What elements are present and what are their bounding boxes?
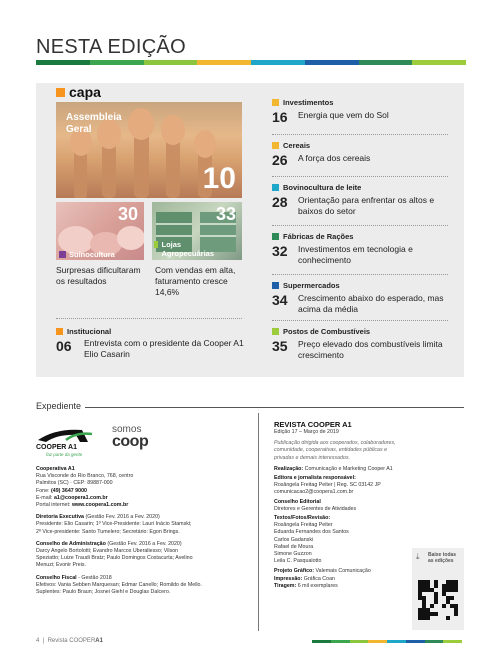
section-headline[interactable]: Crescimento abaixo do esperado, mas acima da média [298, 293, 444, 314]
stripe-segment [412, 60, 466, 65]
section-page-number: 16 [272, 109, 288, 125]
stripe-segment [443, 640, 462, 643]
stripe-segment [387, 640, 406, 643]
publication-line-3: privadas e demais interessados. [274, 454, 350, 461]
section-headline[interactable]: Orientação para enfrentar os altos e baixos do setor [298, 195, 435, 216]
qr-module [454, 588, 458, 592]
administracao-period: (Gestão Fev. 2016 a Fev. 2020) [107, 540, 182, 547]
download-box[interactable] [412, 548, 464, 630]
qr-module [434, 592, 438, 596]
section-label: Investimentos [283, 98, 334, 107]
qr-module [422, 596, 426, 600]
qr-module [418, 616, 422, 620]
qr-module [422, 616, 426, 620]
qr-module [446, 616, 450, 620]
qr-module [446, 580, 450, 584]
editor-label: Editora e jornalista responsável: [274, 475, 356, 482]
section-marker [272, 184, 279, 191]
address-line-2: Palmitos (SC) · CEP: 89887-000 [36, 480, 113, 487]
section-heading [272, 232, 353, 241]
qr-code[interactable] [418, 580, 458, 620]
section-divider [272, 176, 448, 177]
credit-name: Leila C. Pasqualotto [274, 558, 322, 565]
textos-label: Textos/Fotos/Revisão: [274, 515, 331, 522]
administracao-title: Conselho de Administração [36, 540, 106, 547]
footer-stripe [312, 640, 462, 643]
section-divider [272, 274, 448, 275]
qr-module [454, 608, 458, 612]
magazine-title: REVISTA COOPER A1 [274, 420, 352, 429]
phone-number: (49) 3647 9000 [51, 487, 87, 494]
footer-magazine: Revista COOPER [47, 638, 96, 644]
qr-module [422, 588, 426, 592]
qr-module [434, 612, 438, 616]
cooper-a1-logo-mark [36, 426, 96, 446]
qr-module [442, 584, 446, 588]
stripe-segment [90, 60, 144, 65]
fiscal-line-2: Suplentes: Paulo Braun; Josnei Giehl e Douglas Dalcero. [36, 589, 171, 596]
lojas-headline[interactable]: Com vendas em alta, faturamento cresce 14,6% [155, 265, 236, 297]
stripe-segment [36, 60, 90, 65]
diretoria-line-1: Presidente: Elio Casarin; 1º Vice-Presidente: Lauri Inácio Stamski; [36, 521, 192, 528]
conselho-editorial-label: Conselho Editorial [274, 498, 321, 505]
section-label: Supermercados [283, 281, 340, 290]
qr-module [426, 608, 430, 612]
qr-module [450, 588, 454, 592]
contact-block [36, 466, 251, 596]
lojas-marker [154, 241, 158, 248]
qr-module [418, 608, 422, 612]
stripe-segment [312, 640, 331, 643]
qr-module [442, 588, 446, 592]
conselho-editorial-value: Diretores e Gerentes de Atividades [274, 505, 357, 512]
diretoria-line-2: 2º Vice-presidente: Santo Tumelero; Secretário: Egon Brings. [36, 528, 180, 535]
stripe-segment [331, 640, 350, 643]
section-marker [272, 142, 279, 149]
cover-photo-assembleia[interactable] [56, 102, 242, 198]
qr-module [426, 584, 430, 588]
qr-module [454, 584, 458, 588]
credit-name: Carlos Gadanski [274, 536, 314, 543]
qr-module [422, 580, 426, 584]
qr-module [434, 580, 438, 584]
footer-separator: | [42, 638, 45, 644]
page-number: 4 [36, 638, 40, 644]
cooper-a1-tagline: faz parte da gente [46, 452, 83, 457]
qr-module [418, 596, 422, 600]
qr-module [450, 604, 454, 608]
section-marker [272, 233, 279, 240]
section-divider [272, 225, 448, 226]
lojas-caption: Lojas Agropecuárias [161, 240, 215, 258]
section-label: Fábricas de Rações [283, 232, 354, 241]
stripe-segment [406, 640, 425, 643]
qr-module [426, 612, 430, 616]
section-label: Cereais [283, 141, 311, 150]
qr-module [422, 600, 426, 604]
institucional-heading [56, 327, 111, 336]
editor-line-2[interactable]: comunicacao2@coopera1.com.br [274, 489, 354, 496]
qr-module [426, 580, 430, 584]
qr-module [454, 604, 458, 608]
qr-module [442, 604, 446, 608]
footer-magazine-bold: A1 [95, 638, 103, 644]
section-divider [272, 134, 448, 135]
qr-module [446, 600, 450, 604]
capa-label: capa [69, 84, 101, 100]
stripe-segment [305, 60, 359, 65]
org-name: Cooperativa A1 [36, 466, 75, 472]
somos-coop-logo [112, 424, 172, 456]
suinocultura-caption: Suinocultura [69, 250, 115, 259]
qr-module [434, 584, 438, 588]
expediente-rule [36, 407, 464, 408]
stripe-segment [350, 640, 369, 643]
section-marker [272, 282, 279, 289]
section-marker [272, 328, 279, 335]
qr-module [418, 612, 422, 616]
section-heading [272, 327, 370, 336]
realizacao-value: Comunicação e Marketing Cooper A1 [304, 465, 393, 472]
email-label: E-mail: [36, 494, 53, 501]
capa-marker [56, 88, 65, 97]
qr-module [422, 604, 426, 608]
qr-module [418, 592, 422, 596]
section-headline[interactable]: A força dos cereais [298, 153, 371, 163]
diretoria-title: Diretoria Executiva [36, 514, 84, 521]
coop-text: coop [112, 433, 149, 450]
fiscal-period: - Gestão 2018 [78, 574, 112, 581]
qr-module [418, 584, 422, 588]
expediente-heading: Expediente [36, 401, 85, 411]
credit-name: Simone Guzzon [274, 551, 312, 558]
cover-photo-lojas[interactable] [152, 202, 242, 260]
qr-module [434, 596, 438, 600]
section-divider [272, 320, 448, 321]
suinocultura-page-number: 30 [117, 204, 138, 224]
section-label: Postos de Combustíveis [283, 327, 371, 336]
institucional-marker [56, 328, 63, 335]
section-headline[interactable]: Preço elevado dos combustíveis limita crescimento [298, 339, 443, 360]
projeto-label: Projeto Gráfico: [274, 568, 315, 575]
administracao-line-3: Menuzi; Evonir Preis. [36, 562, 87, 569]
qr-module [422, 584, 426, 588]
cover-photo-suinocultura[interactable] [56, 202, 144, 260]
section-headline[interactable]: Investimentos em tecnologia e conhecimento [298, 244, 413, 265]
section-marker [272, 99, 279, 106]
publication-line-2: comunidade, cooperativas, entidades públicas e [274, 447, 388, 454]
edition: Edição 17 – Março de 2019 [274, 429, 339, 435]
stripe-segment [368, 640, 387, 643]
qr-module [454, 580, 458, 584]
tiragem-label: Tiragem: [274, 582, 297, 589]
download-icon: ⤓ [416, 552, 420, 561]
address-line-1: Rua Visconde do Rio Branco, 768, centro [36, 473, 134, 480]
lojas-page-number: 33 [215, 204, 236, 224]
qr-module [418, 588, 422, 592]
qr-module [446, 596, 450, 600]
qr-module [450, 596, 454, 600]
institucional-headline[interactable]: Entrevista com o presidente da Cooper A1 Elio Casarin [84, 338, 244, 359]
credit-name: Rafael de Moura [274, 543, 314, 550]
suinocultura-headline[interactable]: Surpresas dificultaram os resultados [56, 265, 141, 286]
color-stripe [36, 60, 466, 65]
projeto-value: Valemais Comunicação [315, 568, 371, 575]
qr-module [430, 612, 434, 616]
stripe-segment [359, 60, 413, 65]
qr-module [418, 580, 422, 584]
assembleia-title: Assembleia Geral [66, 112, 122, 135]
section-heading [272, 141, 310, 150]
fiscal-line-1: Efetivos: Vania Sebben Marquesan; Edmar Canello; Romildo de Mello. [36, 581, 202, 588]
cooper-a1-wordmark: COOPER A1 [36, 444, 77, 451]
editor-line-1: Rosângela Freitag Peiter | Reg. SC 03142 JP [274, 482, 381, 489]
section-label: Bovinocultura de leite [283, 183, 362, 192]
qr-module [454, 612, 458, 616]
fiscal-title: Conselho Fiscal [36, 574, 77, 581]
somos-text: somos [112, 424, 142, 435]
expediente-divider [258, 413, 259, 631]
section-page-number: 34 [272, 292, 288, 308]
left-divider [56, 318, 242, 319]
download-label: Baixe todas as edições [428, 552, 457, 564]
tiragem-value: 6 mil exemplares [297, 582, 338, 589]
administracao-line-1: Darcy Angelo Bortolotti; Evandro Marcos Uberaliesso; Vilson [36, 548, 179, 555]
qr-module [422, 612, 426, 616]
portal-label: Portal internet: [36, 502, 71, 509]
phone-label: Fone: [36, 487, 50, 494]
stripe-segment [251, 60, 305, 65]
assembleia-page-number: 10 [202, 162, 236, 195]
impressao-label: Impressão: [274, 575, 303, 582]
section-heading [272, 183, 361, 192]
capa-heading [56, 84, 101, 100]
qr-module [422, 608, 426, 612]
impressao-value: Gráfica Coan [303, 575, 335, 582]
credit-name: Rosângela Freitag Peiter [274, 522, 333, 529]
qr-module [426, 616, 430, 620]
qr-module [446, 584, 450, 588]
section-headline[interactable]: Energia que vem do Sol [298, 110, 389, 120]
stripe-segment [197, 60, 251, 65]
credit-name: Eduarda Fernandes dos Santos [274, 529, 349, 536]
realizacao-label: Realização: [274, 465, 304, 472]
administracao-line-2: Speziatto; Luize Traudi Bratz; Paulo Domingos Costacurta; Avelino [36, 555, 193, 562]
cooper-a1-logo [36, 426, 96, 456]
email-link[interactable]: a1@coopera1.com.br [53, 494, 108, 501]
qr-module [450, 580, 454, 584]
qr-module [442, 592, 446, 596]
institucional-label: Institucional [67, 327, 112, 336]
section-page-number: 35 [272, 338, 288, 354]
portal-link[interactable]: www.coopera1.com.br [71, 502, 129, 509]
qr-module [430, 604, 434, 608]
section-heading [272, 98, 333, 107]
stripe-segment [425, 640, 444, 643]
page-footer [36, 638, 103, 644]
diretoria-period: (Gestão Fev. 2016 a Fev. 2020) [85, 514, 160, 521]
section-page-number: 32 [272, 243, 288, 259]
qr-module [434, 600, 438, 604]
page-title: NESTA EDIÇÃO [36, 36, 186, 58]
qr-module [426, 588, 430, 592]
publication-line-1: Publicação dirigida aos cooperados, colaboradores, [274, 440, 396, 447]
section-heading [272, 281, 340, 290]
section-page-number: 26 [272, 152, 288, 168]
section-page-number: 28 [272, 194, 288, 210]
qr-module [446, 588, 450, 592]
institucional-page-number: 06 [56, 338, 72, 354]
qr-module [450, 584, 454, 588]
qr-module [430, 588, 434, 592]
suinocultura-marker [59, 251, 66, 258]
stripe-segment [144, 60, 198, 65]
